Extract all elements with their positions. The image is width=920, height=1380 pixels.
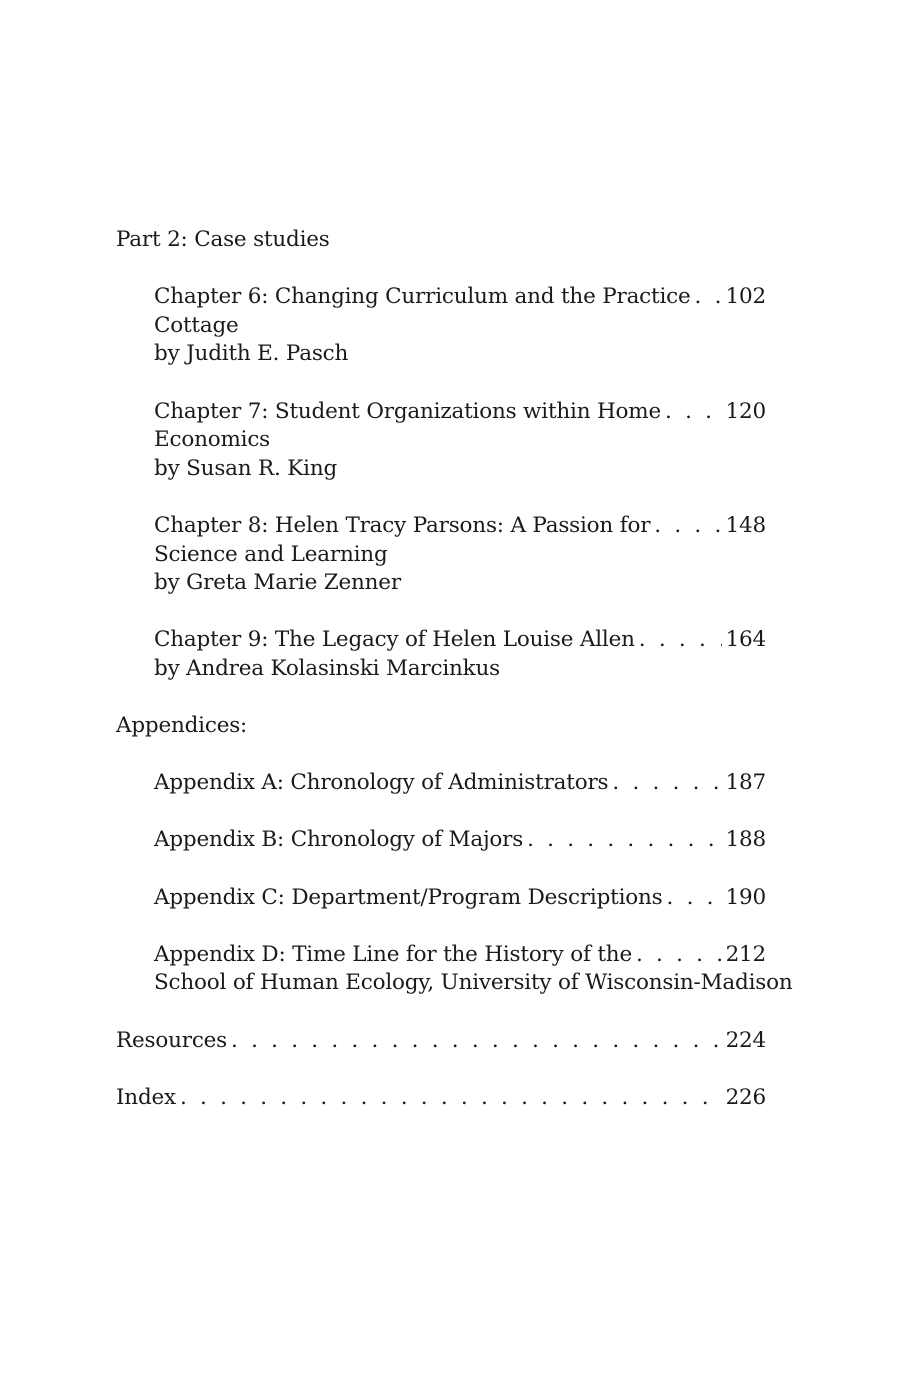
entry-author: by Judith E. Pasch bbox=[154, 341, 349, 367]
table-of-contents bbox=[116, 226, 793, 1112]
entry-page-number: 226 bbox=[725, 1084, 766, 1110]
toc-entry-chapter-9[interactable] bbox=[154, 626, 766, 683]
toc-entry-appendix-d[interactable] bbox=[154, 941, 793, 998]
entry-page-number: 120 bbox=[725, 398, 766, 424]
entry-page-number: 164 bbox=[725, 627, 766, 653]
entry-page-number: 188 bbox=[725, 827, 766, 853]
toc-entry-appendix-a[interactable] bbox=[154, 769, 766, 798]
toc-entry-appendix-c[interactable] bbox=[154, 884, 766, 913]
entry-page-number: 102 bbox=[725, 284, 766, 310]
entry-page-number: 187 bbox=[725, 770, 766, 796]
dot-leader bbox=[527, 826, 721, 855]
entry-title-continuation: Economics bbox=[154, 427, 271, 453]
dot-leader bbox=[654, 512, 721, 541]
entry-title: Chapter 8: Helen Tracy Parsons: A Passion for bbox=[154, 512, 654, 541]
entry-page-number: 190 bbox=[725, 884, 766, 910]
toc-entry-resources[interactable] bbox=[116, 1027, 766, 1056]
dot-leader bbox=[612, 769, 721, 798]
dot-leader bbox=[180, 1084, 722, 1113]
entry-title: Chapter 7: Student Organizations within Home bbox=[154, 398, 665, 427]
toc-entry-index[interactable] bbox=[116, 1084, 766, 1113]
appendices-entries bbox=[116, 769, 793, 998]
entry-title-continuation: Cottage bbox=[154, 312, 239, 338]
entry-title: Resources bbox=[116, 1027, 231, 1056]
toc-entry-chapter-6[interactable] bbox=[154, 283, 766, 369]
entry-title: Appendix A: Chronology of Administrators bbox=[154, 769, 612, 798]
entry-title: Appendix B: Chronology of Majors bbox=[154, 826, 527, 855]
entry-author: by Andrea Kolasinski Marcinkus bbox=[154, 655, 500, 681]
entry-author: by Greta Marie Zenner bbox=[154, 570, 401, 596]
toc-entry-chapter-7[interactable] bbox=[154, 398, 766, 484]
toc-entry-chapter-8[interactable] bbox=[154, 512, 766, 598]
entry-title: Appendix D: Time Line for the History of the bbox=[154, 941, 636, 970]
dot-leader bbox=[639, 626, 722, 655]
entry-page-number: 212 bbox=[725, 941, 766, 967]
dot-leader bbox=[667, 884, 722, 913]
entry-title: Chapter 9: The Legacy of Helen Louise Allen bbox=[154, 626, 639, 655]
entry-page-number: 148 bbox=[725, 512, 766, 538]
entry-title-continuation: School of Human Ecology, University of Wisconsin-Madison bbox=[154, 970, 793, 996]
entry-title: Index bbox=[116, 1084, 180, 1113]
entry-author: by Susan R. King bbox=[154, 455, 338, 481]
dot-leader bbox=[695, 283, 722, 312]
toc-entry-appendix-b[interactable] bbox=[154, 826, 766, 855]
part2-heading: Part 2: Case studies bbox=[116, 227, 330, 252]
entry-page-number: 224 bbox=[725, 1027, 766, 1053]
part2-entries bbox=[116, 283, 766, 683]
dot-leader bbox=[231, 1027, 722, 1056]
entry-title: Chapter 6: Changing Curriculum and the Practice bbox=[154, 283, 695, 312]
entry-title-continuation: Science and Learning bbox=[154, 541, 388, 567]
dot-leader bbox=[665, 398, 722, 427]
appendices-heading: Appendices: bbox=[116, 713, 248, 739]
entry-title: Appendix C: Department/Program Descriptions bbox=[154, 884, 667, 913]
dot-leader bbox=[636, 941, 722, 970]
